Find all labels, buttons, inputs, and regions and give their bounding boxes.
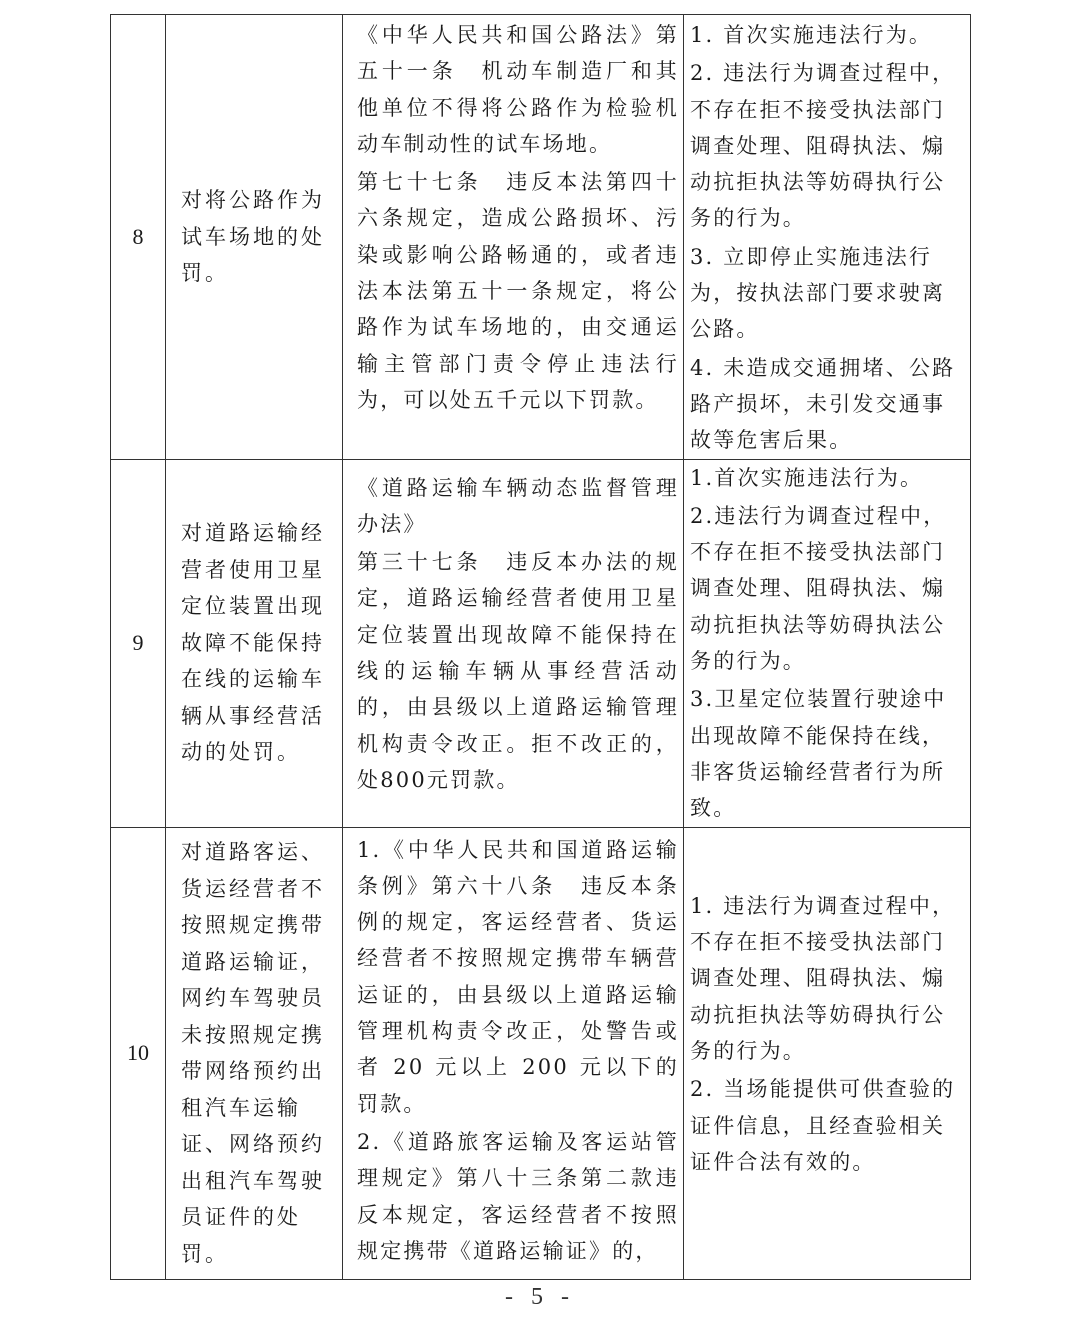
condition-item: 2.违法行为调查过程中，不存在拒不接受执法部门调查处理、阻碍执法、煽动抗拒执法等妨碍执法公务的行为。 <box>690 503 947 674</box>
legal-basis-paragraph: 第三十七条 违反本办法的规定，道路运输经营者使用卫星定位装置出现故障不能保持在线的运输车辆从事经营活动的，由县级以上道路运输管理机构责令改正。拒不改正的，处800元罚款。 <box>357 550 679 792</box>
legal-basis-cell <box>343 459 684 827</box>
violation-item-text: 对道路客运、货运经营者不按照规定携带道路运输证，网约车驾驶员未按照规定携带网络预约出租汽车运输证、网络预约出租汽车驾驶员证件的处罚。 <box>181 840 325 1266</box>
exemption-conditions-cell <box>684 827 971 1279</box>
legal-basis-paragraph: 《道路运输车辆动态监督管理办法》 <box>357 475 679 536</box>
penalty-exemption-table <box>110 14 971 1280</box>
condition-item: 1.首次实施违法行为。 <box>690 465 924 490</box>
row-number: 8 <box>111 15 166 460</box>
condition-item: 4. 未造成交通拥堵、公路路产损坏，未引发交通事故等危害后果。 <box>690 355 956 453</box>
condition-item: 2. 当场能提供可供查验的证件信息，且经查验相关证件合法有效的。 <box>690 1077 956 1174</box>
violation-item-cell <box>166 15 343 460</box>
violation-item-cell <box>166 827 343 1279</box>
violation-item-cell <box>166 459 343 827</box>
exemption-conditions-cell <box>684 15 971 460</box>
legal-basis-paragraph: 第七十七条 违反本法第四十六条规定，造成公路损坏、污染或影响公路畅通的，或者违法本法第五十一条规定，将公路作为试车场地的，由交通运输主管部门责令停止违法行为，可以处五千元以下罚款。 <box>357 170 679 412</box>
legal-basis-paragraph: 1.《中华人民共和国道路运输条例》第六十八条 违反本条例的规定，客运经营者、货运经营者不按照规定携带车辆营运证的，由县级以上道路运输管理机构责令改正，处警告或者 20 元以上 200 元以下的罚款。 <box>357 837 679 1116</box>
row-number: 9 <box>111 459 166 827</box>
condition-item: 1. 违法行为调查过程中，不存在拒不接受执法部门调查处理、阻碍执法、煽动抗拒执法等妨碍执行公务的行为。 <box>690 893 956 1064</box>
condition-item: 3.卫星定位装置行驶途中出现故障不能保持在线，非客货运输经营者行为所致。 <box>690 687 947 821</box>
legal-basis-paragraph: 2.《道路旅客运输及客运站管理规定》第八十三条第二款违反本规定，客运经营者不按照规定携带《道路运输证》的， <box>357 1129 679 1263</box>
violation-item-text: 对将公路作为试车场地的处罚。 <box>181 188 325 286</box>
legal-basis-paragraph: 《中华人民共和国公路法》第五十一条 机动车制造厂和其他单位不得将公路作为检验机动车制动性的试车场地。 <box>357 23 679 156</box>
condition-item: 3. 立即停止实施违法行为，按执法部门要求驶离公路。 <box>690 244 946 342</box>
legal-basis-cell <box>343 15 684 460</box>
condition-item: 2. 违法行为调查过程中，不存在拒不接受执法部门调查处理、阻碍执法、煽动抗拒执法等妨碍执行公务的行为。 <box>690 61 956 231</box>
row-number: 10 <box>111 827 166 1279</box>
table-row <box>111 15 971 460</box>
condition-item: 1. 首次实施违法行为。 <box>690 23 933 47</box>
exemption-conditions-cell <box>684 459 971 827</box>
legal-basis-cell <box>343 827 684 1279</box>
table-row <box>111 459 971 827</box>
violation-item-text: 对道路运输经营者使用卫星定位装置出现故障不能保持在线的运输车辆从事经营活动的处罚。 <box>181 521 325 765</box>
page-number: - 5 - <box>505 1284 575 1310</box>
table-row <box>111 827 971 1279</box>
